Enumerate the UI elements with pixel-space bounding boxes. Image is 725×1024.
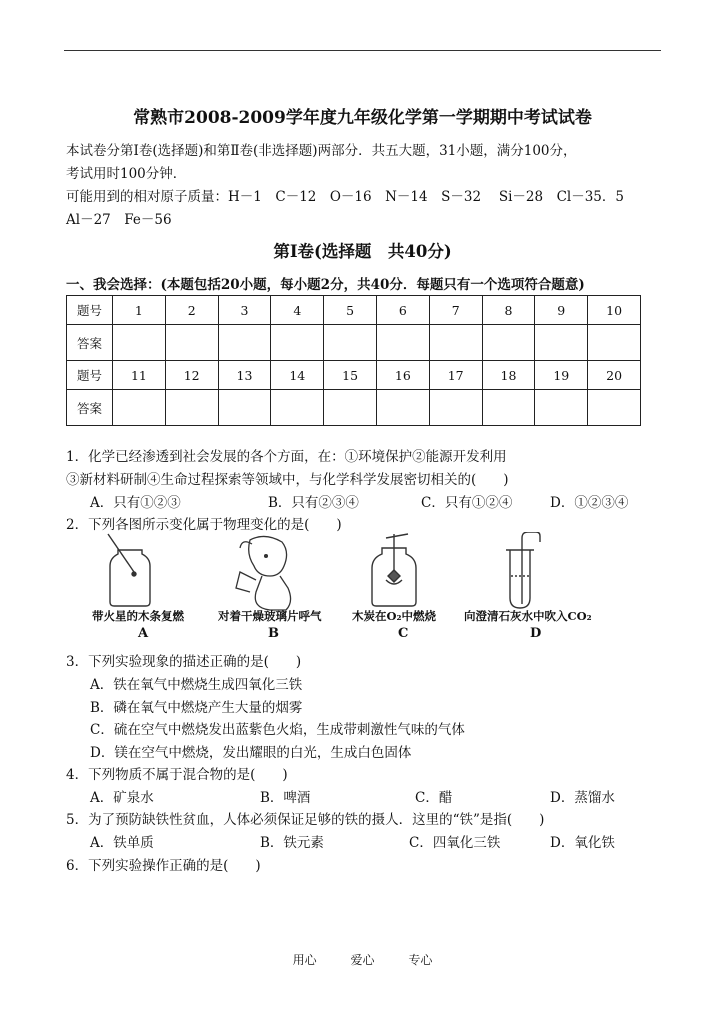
table-cell: 10	[588, 296, 641, 325]
table-cell: 14	[271, 361, 324, 390]
intro-line-3: 可能用到的相对原子质量：H－1 C－12 O－16 N－14 S－32 Si－28 Cl－35．5	[66, 189, 624, 205]
page-footer	[0, 951, 725, 968]
table-cell: 13	[218, 361, 271, 390]
answer-cell[interactable]	[271, 390, 324, 426]
table-cell: 17	[429, 361, 482, 390]
answer-cell[interactable]	[588, 325, 641, 361]
table-cell: 6	[376, 296, 429, 325]
table-row	[67, 325, 641, 361]
answer-cell[interactable]	[429, 325, 482, 361]
intro-line-4: Al－27 Fe－56	[66, 212, 172, 228]
question-3-option-b: B．磷在氧气中燃烧产生大量的烟雾	[90, 700, 303, 716]
header-rule	[64, 50, 661, 51]
answer-cell[interactable]	[324, 325, 377, 361]
answer-cell[interactable]	[429, 390, 482, 426]
question-5-option-a: A．铁单质	[90, 835, 154, 851]
question-1-option-b: B．只有②③④	[268, 495, 359, 511]
question-4-option-a: A．矿泉水	[90, 790, 154, 806]
answer-cell[interactable]	[324, 390, 377, 426]
page-title: 常熟市2008-2009学年度九年级化学第一学期期中考试试卷	[133, 108, 592, 128]
answer-table	[66, 295, 641, 426]
table-cell-label: 题号	[67, 361, 113, 390]
figure-letter-a: A	[138, 626, 149, 641]
figure-caption-b: 对着干燥玻璃片呼气	[218, 609, 322, 623]
question-1-option-a: A．只有①②③	[90, 495, 181, 511]
table-cell: 12	[165, 361, 218, 390]
answer-cell[interactable]	[165, 325, 218, 361]
answer-cell[interactable]	[482, 390, 535, 426]
question-1-option-d: D．①②③④	[550, 495, 629, 511]
answer-cell[interactable]	[482, 325, 535, 361]
intro-line-1: 本试卷分第Ⅰ卷(选择题)和第Ⅱ卷(非选择题)两部分．共五大题，31小题，满分100分，	[66, 143, 577, 159]
question-4-option-b: B．啤酒	[260, 790, 311, 806]
question-5-option-d: D．氧化铁	[550, 835, 615, 851]
figure-caption-c: 木炭在O₂中燃烧	[352, 609, 437, 623]
section-subtitle: 一、我会选择：(本题包括20小题，每小题2分，共40分．每题只有一个选项符合题意)	[66, 277, 585, 293]
jar-splint-icon	[108, 534, 150, 606]
table-cell: 19	[535, 361, 588, 390]
answer-cell[interactable]	[113, 325, 166, 361]
table-cell: 16	[376, 361, 429, 390]
table-cell-label: 题号	[67, 296, 113, 325]
figure-caption-d: 向澄清石灰水中吹入CO₂	[464, 609, 592, 623]
table-cell-label: 答案	[67, 325, 113, 361]
answer-cell[interactable]	[535, 325, 588, 361]
question-4-stem: 4．下列物质不属于混合物的是( )	[66, 767, 288, 783]
footer-word: 专心	[408, 953, 433, 967]
answer-cell[interactable]	[376, 325, 429, 361]
question-4-option-c: C．醋	[415, 790, 453, 806]
table-cell: 18	[482, 361, 535, 390]
table-cell: 20	[588, 361, 641, 390]
question-2-stem: 2．下列各图所示变化属于物理变化的是( )	[66, 517, 342, 533]
table-cell: 8	[482, 296, 535, 325]
answer-cell[interactable]	[376, 390, 429, 426]
question-4-option-d: D．蒸馏水	[550, 790, 615, 806]
question-5-option-c: C．四氧化三铁	[409, 835, 501, 851]
table-cell: 11	[113, 361, 166, 390]
question-1-stem-1: 1．化学已经渗透到社会发展的各个方面，在：①环境保护②能源开发利用	[66, 449, 507, 465]
question-5-stem: 5．为了预防缺铁性贫血，人体必须保证足够的铁的摄人．这里的“铁”是指( )	[66, 812, 545, 828]
girl-breathing-icon	[236, 536, 291, 610]
jar-charcoal-icon	[372, 534, 416, 606]
table-cell: 2	[165, 296, 218, 325]
footer-word: 爱心	[350, 953, 375, 967]
table-cell: 3	[218, 296, 271, 325]
table-row	[67, 296, 641, 325]
footer-word: 用心	[292, 953, 317, 967]
question-6-stem: 6．下列实验操作正确的是( )	[66, 858, 261, 874]
figure-letter-b: B	[268, 626, 279, 641]
table-cell-label: 答案	[67, 390, 113, 426]
section-title: 第Ⅰ卷(选择题 共40分)	[273, 242, 452, 261]
answer-cell[interactable]	[218, 390, 271, 426]
table-cell: 7	[429, 296, 482, 325]
answer-cell[interactable]	[588, 390, 641, 426]
answer-cell[interactable]	[271, 325, 324, 361]
answer-cell[interactable]	[535, 390, 588, 426]
question-3-option-a: A．铁在氧气中燃烧生成四氧化三铁	[90, 677, 303, 693]
table-row	[67, 361, 641, 390]
question-2-figure	[90, 532, 630, 644]
table-cell: 1	[113, 296, 166, 325]
test-tube-straw-icon	[506, 532, 540, 608]
table-cell: 5	[324, 296, 377, 325]
question-3-stem: 3．下列实验现象的描述正确的是( )	[66, 654, 302, 670]
figure-caption-a: 带火星的木条复燃	[92, 609, 184, 623]
question-5-option-b: B．铁元素	[260, 835, 324, 851]
table-cell: 15	[324, 361, 377, 390]
question-1-option-c: C．只有①②④	[421, 495, 513, 511]
question-3-option-c: C．硫在空气中燃烧发出蓝紫色火焰，生成带刺激性气味的气体	[90, 722, 465, 738]
answer-cell[interactable]	[218, 325, 271, 361]
answer-cell[interactable]	[165, 390, 218, 426]
figure-letter-c: C	[398, 626, 409, 641]
question-1-stem-2: ③新材料研制④生命过程探索等领域中，与化学科学发展密切相关的( )	[66, 472, 509, 488]
table-cell: 4	[271, 296, 324, 325]
figure-letter-d: D	[530, 626, 542, 641]
question-3-option-d: D．镁在空气中燃烧，发出耀眼的白光，生成白色固体	[90, 745, 412, 761]
table-row	[67, 390, 641, 426]
table-cell: 9	[535, 296, 588, 325]
intro-line-2: 考试用时100分钟．	[66, 166, 187, 182]
answer-cell[interactable]	[113, 390, 166, 426]
experiment-illustrations	[90, 532, 630, 612]
